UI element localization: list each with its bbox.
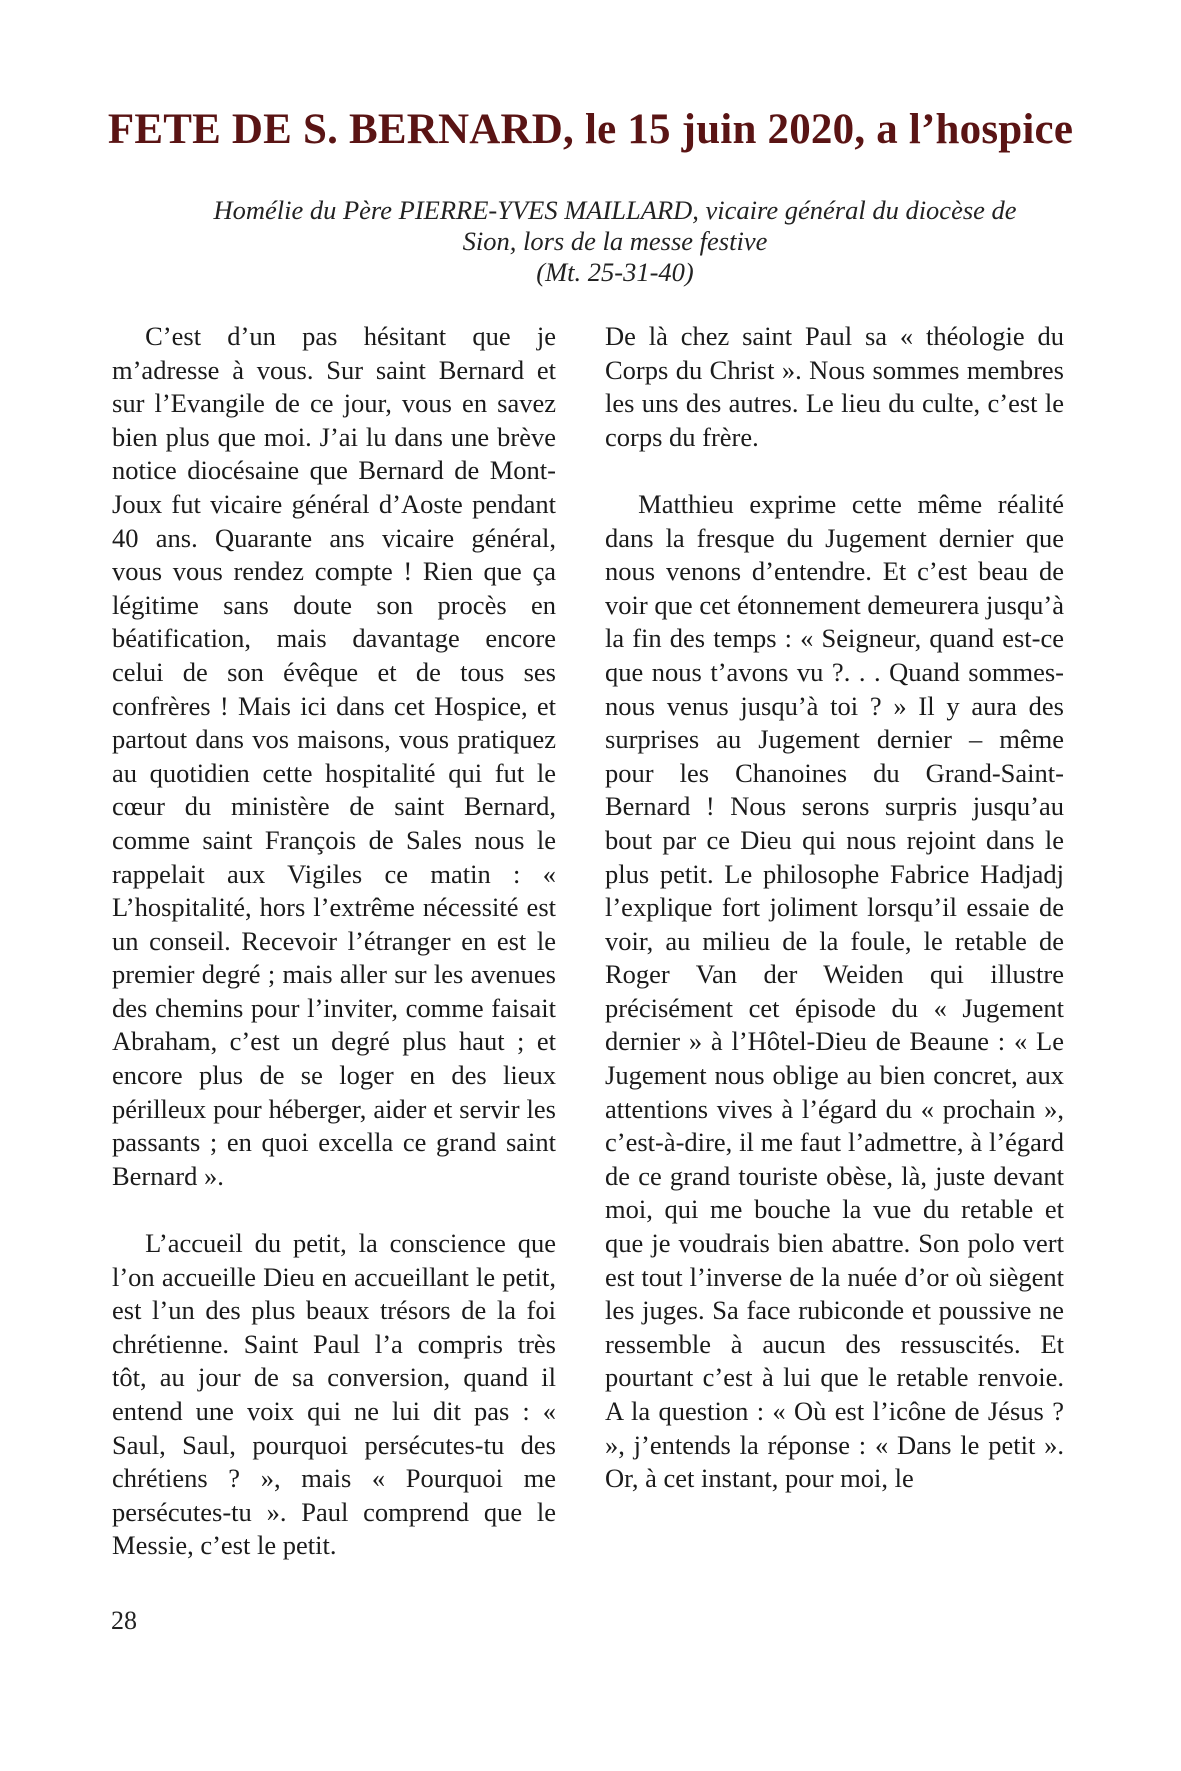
article-title: FETE DE S. BERNARD, le 15 juin 2020, a l’hospice bbox=[107, 106, 1074, 153]
subtitle-line-occasion: Sion, lors de la messe festive bbox=[462, 226, 768, 256]
right-text-column bbox=[605, 320, 1064, 1496]
paragraph: Matthieu exprime cette même réalité dans la fresque du Jugement dernier que nous venons d’entendre. Et c’est beau de voir que cet étonnement demeurera jusqu’à la fin des temps : « Seigneur, quand est-ce que nous t’avons vu ?. . . Quand sommes-nous venus jusqu’à toi ? » Il y aura des surprises au Jugement dernier – même pour les Chanoines du Grand-Saint-Bernard ! Nous serons surpris jusqu’au bout par ce Dieu qui nous rejoint dans le plus petit. Le philosophe Fabrice Hadjadj l’explique fort joliment lorsqu’il essaie de voir, au milieu de la foule, le retable de Roger Van der Weiden qui illustre précisément cet épisode du « Jugement dernier » à l’Hôtel-Dieu de Beaune : « Le Jugement nous oblige au bien concret, aux attentions vives à l’égard du « prochain », c’est-à-dire, il me faut l’admettre, à l’égard de ce grand touriste obèse, là, juste devant moi, qui me bouche la vue du retable et que je voudrais bien abattre. Son polo vert est tout l’inverse de la nuée d’or où siègent les juges. Sa face rubiconde et poussive ne ressemble à aucun des ressuscités. Et pourtant c’est à lui que le retable renvoie. A la question : « Où est l’icône de Jésus ? », j’entends la réponse : « Dans le petit ». Or, à cet instant, pour moi, le bbox=[605, 488, 1064, 1494]
paragraph-continued: De là chez saint Paul sa « théologie du Corps du Christ ». Nous sommes membres les uns des autres. Le lieu du culte, c’est le corps du frère. bbox=[605, 321, 1064, 452]
subtitle-line-reference: (Mt. 25-31-40) bbox=[536, 257, 694, 287]
paragraph: C’est d’un pas hésitant que je m’adresse à vous. Sur saint Bernard et sur l’Evangile de ce jour, vous en savez bien plus que moi. J’ai lu dans une brève notice diocésaine que Bernard de Mont-Joux fut vicaire général d’Aoste pendant 40 ans. Quarante ans vicaire général, vous vous rendez compte ! Rien que ça légitime sans doute son procès en béatification, mais davantage encore celui de son évêque et de tous ses confrères ! Mais ici dans cet Hospice, et partout dans vos maisons, vous pratiquez au quotidien cette hospitalité qui fut le cœur du ministère de saint Bernard, comme saint François de Sales nous le rappelait aux Vigiles ce matin : « L’hospitalité, hors l’extrême nécessité est un conseil. Recevoir l’étranger en est le premier degré ; mais aller sur les avenues des chemins pour l’inviter, comme faisait Abraham, c’est un degré plus haut ; et encore plus de se loger en des lieux périlleux pour héberger, aider et servir les passants ; en quoi excella ce grand saint Bernard ». bbox=[112, 321, 556, 1191]
page-number: 28 bbox=[111, 1606, 137, 1635]
article-subtitle bbox=[150, 195, 1080, 288]
subtitle-line-author: Homélie du Père PIERRE-YVES MAILLARD, vicaire général du diocèse de bbox=[213, 195, 1017, 225]
left-text-column bbox=[112, 320, 556, 1563]
paragraph: L’accueil du petit, la conscience que l’on accueille Dieu en accueillant le petit, est l’un des plus beaux trésors de la foi chrétienne. Saint Paul l’a compris très tôt, au jour de sa conversion, quand il entend une voix qui ne lui dit pas : « Saul, Saul, pourquoi persécutes-tu des chrétiens ? », mais « Pourquoi me persécutes-tu ». Paul comprend que le Messie, c’est le petit. bbox=[112, 1228, 556, 1561]
